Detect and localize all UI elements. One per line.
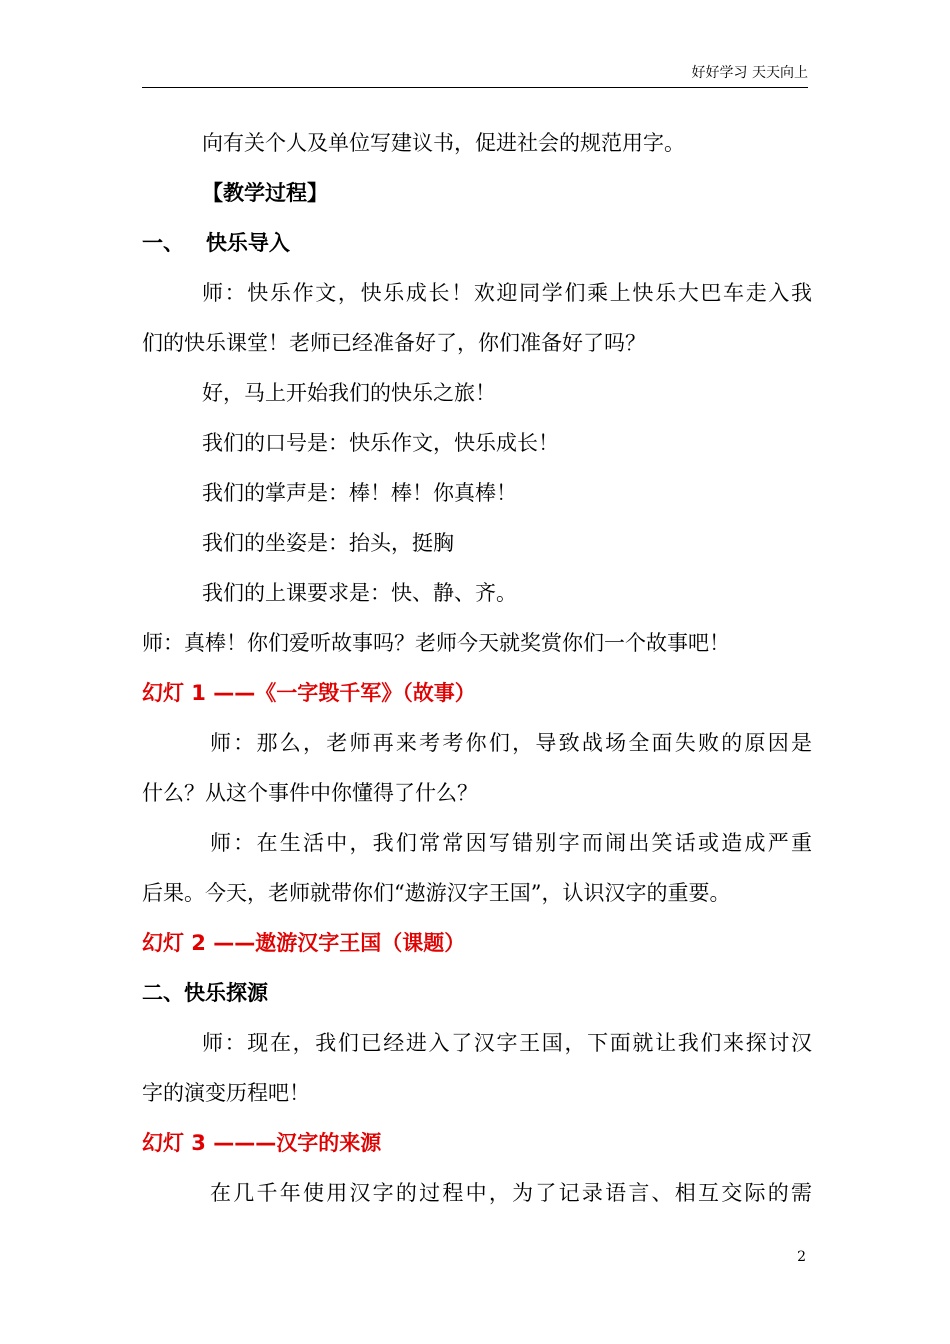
- header-divider: [142, 87, 808, 88]
- paragraph-line: 我们的口号是：快乐作文，快乐成长！: [202, 431, 559, 455]
- paragraph-line: 师：那么，老师再来考考你们，导致战场全面失败的原因是: [210, 731, 812, 755]
- slide-heading-2: 幻灯 2 ——遨游汉字王国（课题）: [142, 931, 466, 955]
- paragraph-line: 字的演变历程吧！: [142, 1081, 310, 1105]
- slide-heading-3: 幻灯 3 ———汉字的来源: [142, 1131, 382, 1155]
- section-heading-happy-origin: 二、快乐探源: [142, 981, 268, 1005]
- paragraph-line: 们的快乐课堂！老师已经准备好了，你们准备好了吗？: [142, 331, 646, 355]
- paragraph-line: 向有关个人及单位写建议书，促进社会的规范用字。: [202, 131, 685, 155]
- paragraph-line: 后果。今天，老师就带你们“遨游汉字王国”，认识汉字的重要。: [142, 881, 731, 905]
- paragraph-line: 师：现在，我们已经进入了汉字王国，下面就让我们来探讨汉: [202, 1031, 812, 1055]
- page-header-tagline: 好好学习 天天向上: [691, 65, 808, 81]
- paragraph-line: 我们的掌声是：棒！棒！你真棒！: [202, 481, 517, 505]
- paragraph-line: 师：真棒！你们爱听故事吗？老师今天就奖赏你们一个故事吧！: [142, 631, 730, 655]
- section-title-teaching-process: 【教学过程】: [202, 181, 328, 205]
- section-heading-happy-intro: 一、 快乐导入: [142, 231, 290, 255]
- page-number: 2: [797, 1249, 806, 1265]
- document-body: [142, 118, 812, 1218]
- paragraph-line: 师：在生活中，我们常常因写错别字而闹出笑话或造成严重: [210, 831, 812, 855]
- paragraph-line: 什么？从这个事件中你懂得了什么？: [142, 781, 478, 805]
- paragraph-line: 我们的坐姿是：抬头，挺胸: [202, 531, 454, 555]
- paragraph-line: 好，马上开始我们的快乐之旅！: [202, 381, 496, 405]
- paragraph-line: 在几千年使用汉字的过程中，为了记录语言、相互交际的需: [210, 1181, 812, 1205]
- paragraph-line: 我们的上课要求是：快、静、齐。: [202, 581, 517, 605]
- paragraph-line: 师：快乐作文，快乐成长！欢迎同学们乘上快乐大巴车走入我: [202, 281, 812, 305]
- slide-heading-1: 幻灯 1 ——《一字毁千军》（故事）: [142, 681, 476, 705]
